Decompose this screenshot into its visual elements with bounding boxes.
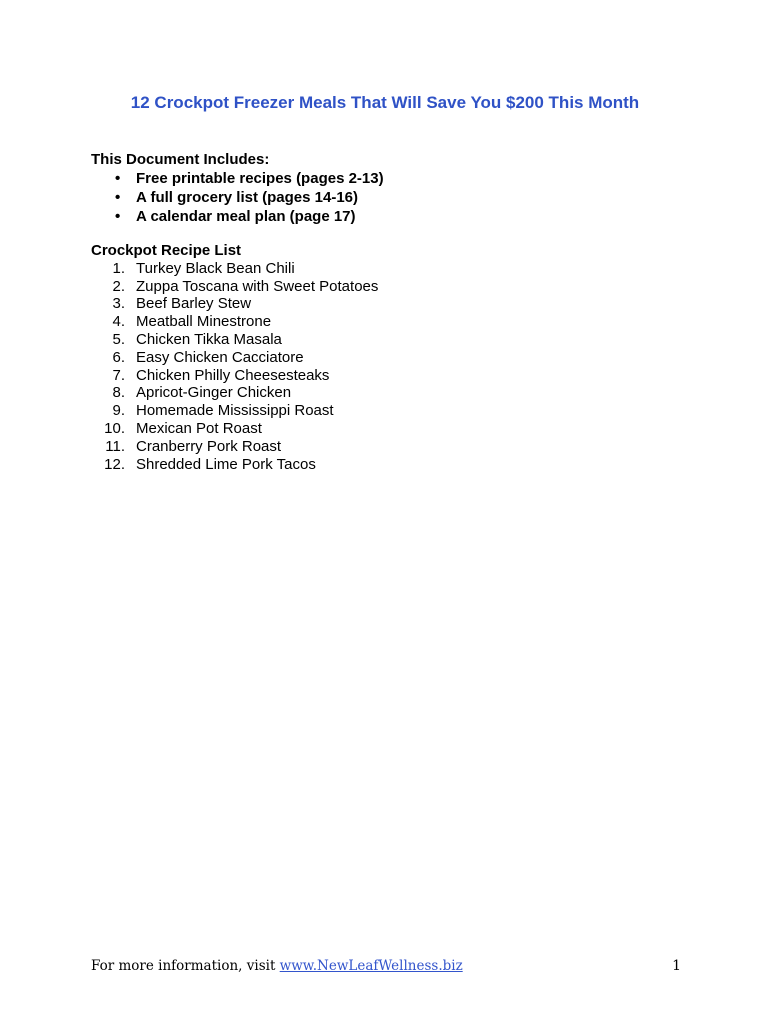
- bullet-icon: •: [115, 170, 121, 187]
- document-title: 12 Crockpot Freezer Meals That Will Save You $200 This Month: [130, 93, 640, 112]
- recipe-name: Turkey Black Bean Chili: [136, 259, 295, 277]
- recipe-number: 5.: [112, 330, 125, 348]
- recipe-item: [91, 295, 378, 313]
- includes-section: [91, 150, 384, 226]
- recipe-list: [91, 260, 378, 474]
- recipe-item: [91, 402, 378, 420]
- recipe-number: 12.: [104, 455, 125, 473]
- recipe-number: 2.: [112, 277, 125, 295]
- recipe-number: 9.: [112, 402, 125, 420]
- recipe-item: [91, 349, 378, 367]
- recipe-name: Meatball Minestrone: [136, 313, 272, 331]
- includes-item: [91, 169, 384, 188]
- recipe-name: Easy Chicken Cacciatore: [136, 348, 304, 366]
- recipe-item: [91, 331, 378, 349]
- recipe-number: 8.: [112, 384, 125, 402]
- includes-item: [91, 207, 384, 226]
- website-link[interactable]: www.NewLeafWellness.biz: [279, 958, 463, 974]
- recipe-name: Shredded Lime Pork Tacos: [136, 455, 316, 473]
- page-footer: [91, 958, 463, 974]
- recipe-item: [91, 260, 378, 278]
- recipe-number: 7.: [112, 366, 125, 384]
- includes-list: [91, 169, 384, 226]
- recipe-name: Zuppa Toscana with Sweet Potatoes: [136, 277, 379, 295]
- includes-item-text: A full grocery list (pages 14-16): [136, 189, 359, 206]
- recipe-name: Chicken Philly Cheesesteaks: [136, 366, 330, 384]
- recipe-item: [91, 438, 378, 456]
- recipe-name: Beef Barley Stew: [136, 295, 252, 313]
- bullet-icon: •: [115, 208, 121, 225]
- recipe-item: [91, 313, 378, 331]
- recipe-number: 4.: [112, 313, 125, 331]
- page-number: 1: [672, 958, 681, 974]
- recipe-name: Apricot-Ginger Chicken: [136, 384, 292, 402]
- recipe-name: Homemade Mississippi Roast: [136, 402, 334, 420]
- recipe-number: 6.: [112, 348, 125, 366]
- recipe-number: 10.: [104, 419, 125, 437]
- recipe-item: [91, 420, 378, 438]
- recipe-item: [91, 456, 378, 474]
- recipe-item: [91, 278, 378, 296]
- recipe-number: 3.: [112, 295, 125, 313]
- recipe-number: 1.: [112, 259, 125, 277]
- recipe-number: 11.: [105, 437, 125, 455]
- recipe-item: [91, 384, 378, 402]
- recipe-item: [91, 367, 378, 385]
- bullet-icon: •: [115, 189, 121, 206]
- recipe-name: Cranberry Pork Roast: [136, 437, 282, 455]
- footer-text: For more information, visit: [91, 958, 280, 974]
- recipe-name: Chicken Tikka Masala: [136, 330, 282, 348]
- includes-item-text: Free printable recipes (pages 2-13): [136, 170, 384, 187]
- recipe-name: Mexican Pot Roast: [136, 419, 262, 437]
- includes-heading: This Document Includes:: [91, 151, 270, 168]
- recipe-list-section: [91, 242, 378, 473]
- recipe-list-heading: Crockpot Recipe List: [91, 242, 242, 259]
- includes-item: [91, 188, 384, 207]
- includes-item-text: A calendar meal plan (page 17): [136, 208, 356, 225]
